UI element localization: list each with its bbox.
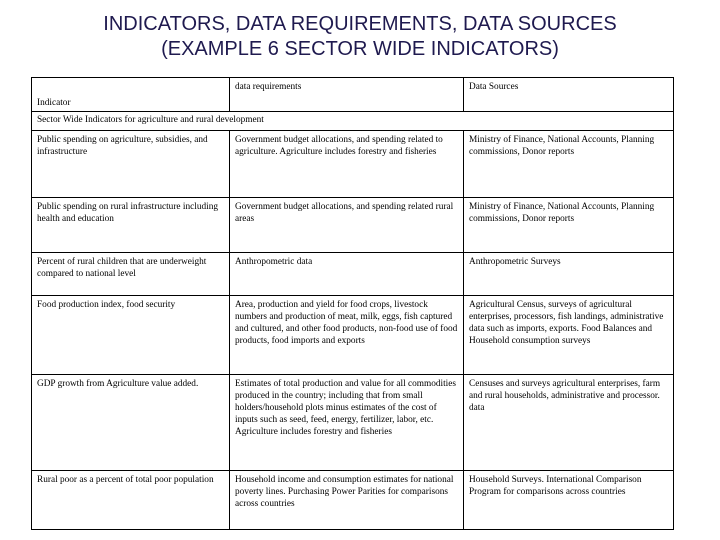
table-row — [32, 296, 674, 375]
cell-indicator: Food production index, food security — [32, 296, 230, 375]
table-row — [32, 131, 674, 198]
cell-data-sources: Anthropometric Surveys — [464, 253, 674, 296]
cell-data-requirements: Government budget allocations, and spending related to agriculture. Agriculture includes forestry and fisheries — [230, 131, 464, 198]
cell-data-sources: Agricultural Census, surveys of agricultural enterprises, processors, fish landings, administrative data such as imports, exports. Food Balances and Household consumption surveys — [464, 296, 674, 375]
cell-data-requirements: Area, production and yield for food crops, livestock numbers and production of meat, milk, eggs, fish captured and cultured, and other food products, non-food use of food products, food imports and exports — [230, 296, 464, 375]
table-row — [32, 471, 674, 530]
cell-data-requirements: Household income and consumption estimates for national poverty lines. Purchasing Power Parities for comparisons across countries — [230, 471, 464, 530]
cell-data-sources: Ministry of Finance, National Accounts, Planning commissions, Donor reports — [464, 198, 674, 253]
section-label: Sector Wide Indicators for agriculture and rural development — [32, 112, 674, 131]
table-row — [32, 253, 674, 296]
cell-data-requirements: Estimates of total production and value for all commodities produced in the country; including that from small holders/household plots minus estimates of the cost of inputs such as seed, feed, energy, fertilizer, labor, etc. Agriculture includes forestry and fisheries — [230, 375, 464, 471]
cell-data-sources: Ministry of Finance, National Accounts, Planning commissions, Donor reports — [464, 131, 674, 198]
cell-indicator: Public spending on agriculture, subsidies, and infrastructure — [32, 131, 230, 198]
cell-indicator: Rural poor as a percent of total poor population — [32, 471, 230, 530]
section-row — [32, 112, 674, 131]
cell-indicator: Percent of rural children that are underweight compared to national level — [32, 253, 230, 296]
page-title-line-1: INDICATORS, DATA REQUIREMENTS, DATA SOURCES — [103, 13, 617, 35]
cell-data-sources: Censuses and surveys agricultural enterprises, farm and rural households, administrative and processor. data — [464, 375, 674, 471]
cell-indicator: Public spending on rural infrastructure including health and education — [32, 198, 230, 253]
page-title-line-2: (EXAMPLE 6 SECTOR WIDE INDICATORS) — [161, 38, 559, 60]
cell-indicator: GDP growth from Agriculture value added. — [32, 375, 230, 471]
table-header-row — [32, 78, 674, 112]
cell-data-sources: Household Surveys. International Comparison Program for comparisons across countries — [464, 471, 674, 530]
table-row — [32, 375, 674, 471]
header-data-sources: Data Sources — [464, 78, 674, 112]
header-indicator: Indicator — [32, 78, 230, 112]
header-data-requirements: data requirements — [230, 78, 464, 112]
cell-data-requirements: Government budget allocations, and spending related rural areas — [230, 198, 464, 253]
table-row — [32, 198, 674, 253]
cell-data-requirements: Anthropometric data — [230, 253, 464, 296]
indicators-table — [31, 77, 674, 530]
